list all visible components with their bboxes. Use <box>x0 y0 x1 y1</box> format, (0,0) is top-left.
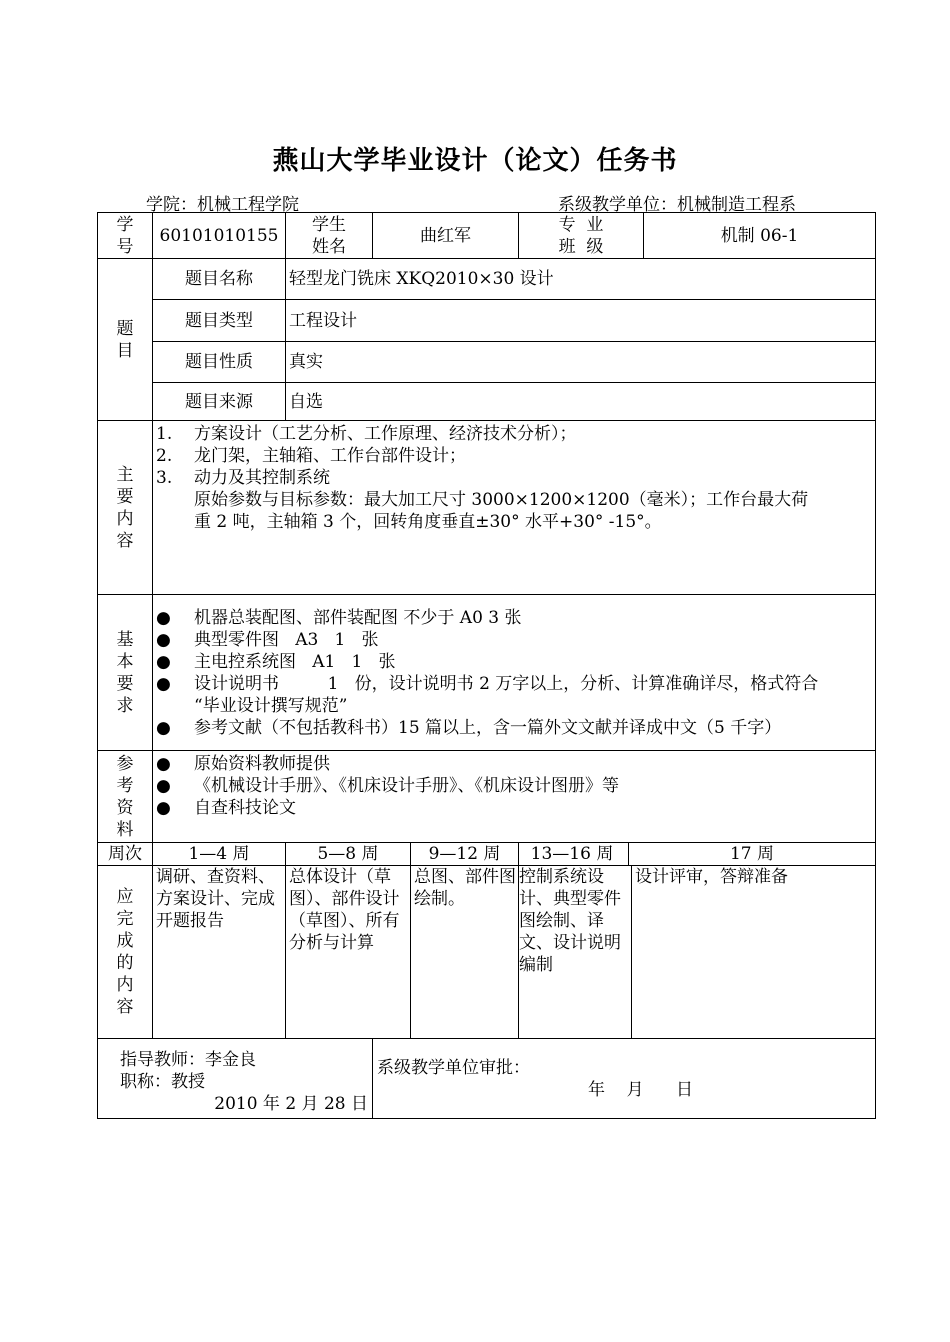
reference-text: 《机械设计手册》、《机床设计手册》、《机床设计图册》等 <box>194 776 619 796</box>
main-content-row <box>98 421 876 595</box>
schedule-line: 设计评审，答辩准备 <box>635 867 788 887</box>
topic-source-label: 题目来源 <box>153 383 286 421</box>
schedule-line: 总体设计（草 <box>289 867 391 887</box>
reference-item <box>156 797 872 819</box>
content-body <box>153 421 876 595</box>
references-body <box>153 751 876 843</box>
schedule-col-5 <box>631 866 875 1038</box>
week-cell-4 <box>519 843 876 866</box>
week-col-5: 17 周 <box>628 843 875 865</box>
schedule-line: 文、设计说明 <box>519 933 621 953</box>
bullet-icon: ● <box>156 717 171 738</box>
topic-name-label: 题目名称 <box>153 259 286 300</box>
topic-nature-label: 题目性质 <box>153 342 286 383</box>
topic-row <box>98 383 876 421</box>
topic-section-label: 题目 <box>116 318 134 361</box>
week-col-3: 9—12 周 <box>410 843 518 865</box>
content-item-text: 方案设计（工艺分析、工作原理、经济技术分析）； <box>194 424 577 444</box>
content-item-text: 动力及其控制系统 <box>194 468 330 488</box>
content-item-number: 2. <box>156 446 173 466</box>
reference-item <box>156 753 872 775</box>
requirement-text: 参考文献（不包括教科书）15 篇以上，含一篇外文文献并译成中文（5 千字） <box>194 717 782 738</box>
content-section-cell <box>98 421 153 595</box>
student-name-value: 曲红军 <box>373 213 519 259</box>
student-name-label-cell <box>286 213 373 259</box>
schedule-line: 绘制。 <box>414 889 465 909</box>
content-item-number: 3. <box>156 468 173 488</box>
requirement-text: 机器总装配图、部件装配图 不少于 A0 3 张 <box>194 607 522 628</box>
department-label: 系级教学单位：机械制造工程系 <box>558 195 796 215</box>
schedule-line: 编制 <box>519 955 553 975</box>
week-col-1: 1—4 周 <box>153 843 286 866</box>
document-title: 燕山大学毕业设计（论文）任务书 <box>272 146 678 176</box>
requirement-continuation: “毕业设计撰写规范” <box>194 695 348 716</box>
bullet-icon: ● <box>156 651 171 672</box>
references-section-cell <box>98 751 153 843</box>
bullet-icon: ● <box>156 629 171 650</box>
bullet-icon: ● <box>156 798 171 818</box>
content-item <box>156 423 872 445</box>
student-name-label-2: 姓名 <box>312 236 346 257</box>
student-id-label: 学号 <box>116 214 134 257</box>
reference-item <box>156 775 872 797</box>
requirements-body <box>153 595 876 751</box>
week-label: 周次 <box>98 843 153 866</box>
requirement-item <box>156 651 872 673</box>
schedule-col-1 <box>153 866 286 1039</box>
requirement-text: 设计说明书 1 份，设计说明书 2 万字以上，分析、计算准确详尽，格式符合 <box>194 673 819 694</box>
topic-source-value: 自选 <box>286 383 876 421</box>
topic-section-cell <box>98 259 153 421</box>
week-cell-2 <box>286 843 519 866</box>
schedule-col-3 <box>410 866 518 1038</box>
content-item <box>156 445 872 467</box>
approval-date: 年 月 日 <box>588 1080 694 1100</box>
content-item <box>156 467 872 489</box>
reference-text: 自查科技论文 <box>194 798 296 818</box>
content-params-line-1: 原始参数与目标参数：最大加工尺寸 3000×1200×1200（毫米）；工作台最大荷 <box>194 490 809 510</box>
bullet-icon: ● <box>156 754 171 774</box>
requirement-item <box>156 717 872 739</box>
schedule-col-4 <box>519 866 632 1038</box>
bullet-icon: ● <box>156 673 171 694</box>
requirement-text: 典型零件图 A3 1 张 <box>194 629 379 650</box>
schedule-line: 开题报告 <box>156 911 224 931</box>
signature-row <box>98 1039 876 1119</box>
requirements-section-label: 基本要求 <box>116 629 134 716</box>
schedule-line: 分析与计算 <box>289 933 374 953</box>
requirement-item <box>156 607 872 629</box>
schedule-col-4-5 <box>519 866 876 1039</box>
schedule-line: 控制系统设 <box>519 867 604 887</box>
bullet-icon: ● <box>156 776 171 796</box>
topic-name-value: 轻型龙门铣床 XKQ2010×30 设计 <box>286 259 876 300</box>
major-label-1: 专 业 <box>558 214 604 235</box>
topic-type-label: 题目类型 <box>153 300 286 342</box>
student-id-value: 60101010155 <box>153 213 286 259</box>
requirement-text: 主电控系统图 A1 1 张 <box>194 651 396 672</box>
requirement-item <box>156 629 872 651</box>
requirement-item <box>156 673 872 695</box>
schedule-content-label: 应完成的内容 <box>116 887 134 1017</box>
content-item-number: 1. <box>156 424 173 444</box>
approval-cell <box>373 1039 876 1119</box>
topic-nature-value: 真实 <box>286 342 876 383</box>
schedule-header-row <box>98 843 876 866</box>
college-label: 学院：机械工程学院 <box>146 195 299 215</box>
references-section-label: 参考资料 <box>116 753 134 840</box>
major-label-2: 班 级 <box>558 236 604 257</box>
approval-label: 系级教学单位审批： <box>377 1058 530 1078</box>
schedule-line: 调研、查资料、 <box>156 867 275 887</box>
student-name-label-1: 学生 <box>312 214 346 235</box>
content-label-cell <box>98 866 153 1039</box>
content-section-label: 主要内容 <box>116 464 134 551</box>
schedule-col-2 <box>286 866 410 1038</box>
topic-type-value: 工程设计 <box>286 300 876 342</box>
schedule-content-row <box>98 866 876 1039</box>
schedule-line: 图绘制、译 <box>519 911 604 931</box>
major-label-cell <box>519 213 644 259</box>
advisor-date: 2010 年 2 月 28 日 <box>214 1094 368 1114</box>
advisor-cell <box>98 1039 373 1119</box>
schedule-line: 总图、部件图 <box>414 867 516 887</box>
requirements-section-cell <box>98 595 153 751</box>
topic-row <box>98 300 876 342</box>
week-col-4: 13—16 周 <box>530 844 614 864</box>
week-col-2: 5—8 周 <box>317 844 379 864</box>
schedule-line: 计、典型零件 <box>519 889 621 909</box>
schedule-line: 方案设计、完成 <box>156 889 275 909</box>
bullet-icon: ● <box>156 607 171 628</box>
schedule-col-2-3 <box>286 866 519 1039</box>
reference-text: 原始资料教师提供 <box>194 754 330 774</box>
topic-row <box>98 259 876 300</box>
topic-row <box>98 342 876 383</box>
schedule-line: （草图）、所有 <box>289 911 400 931</box>
student-info-row <box>98 213 876 259</box>
content-params-line-2: 重 2 吨，主轴箱 3 个，回转角度垂直±30° 水平+30° -15°。 <box>194 512 662 532</box>
content-item-text: 龙门架，主轴箱、工作台部件设计； <box>194 446 466 466</box>
references-row <box>98 751 876 843</box>
student-id-label-cell <box>98 213 153 259</box>
schedule-line: 图）、部件设计 <box>289 889 400 909</box>
advisor-name: 指导教师：李金良 <box>120 1050 256 1070</box>
major-value: 机制 06-1 <box>644 213 876 259</box>
task-form-table <box>97 212 876 1119</box>
advisor-title: 职称：教授 <box>120 1072 205 1092</box>
requirements-row <box>98 595 876 751</box>
